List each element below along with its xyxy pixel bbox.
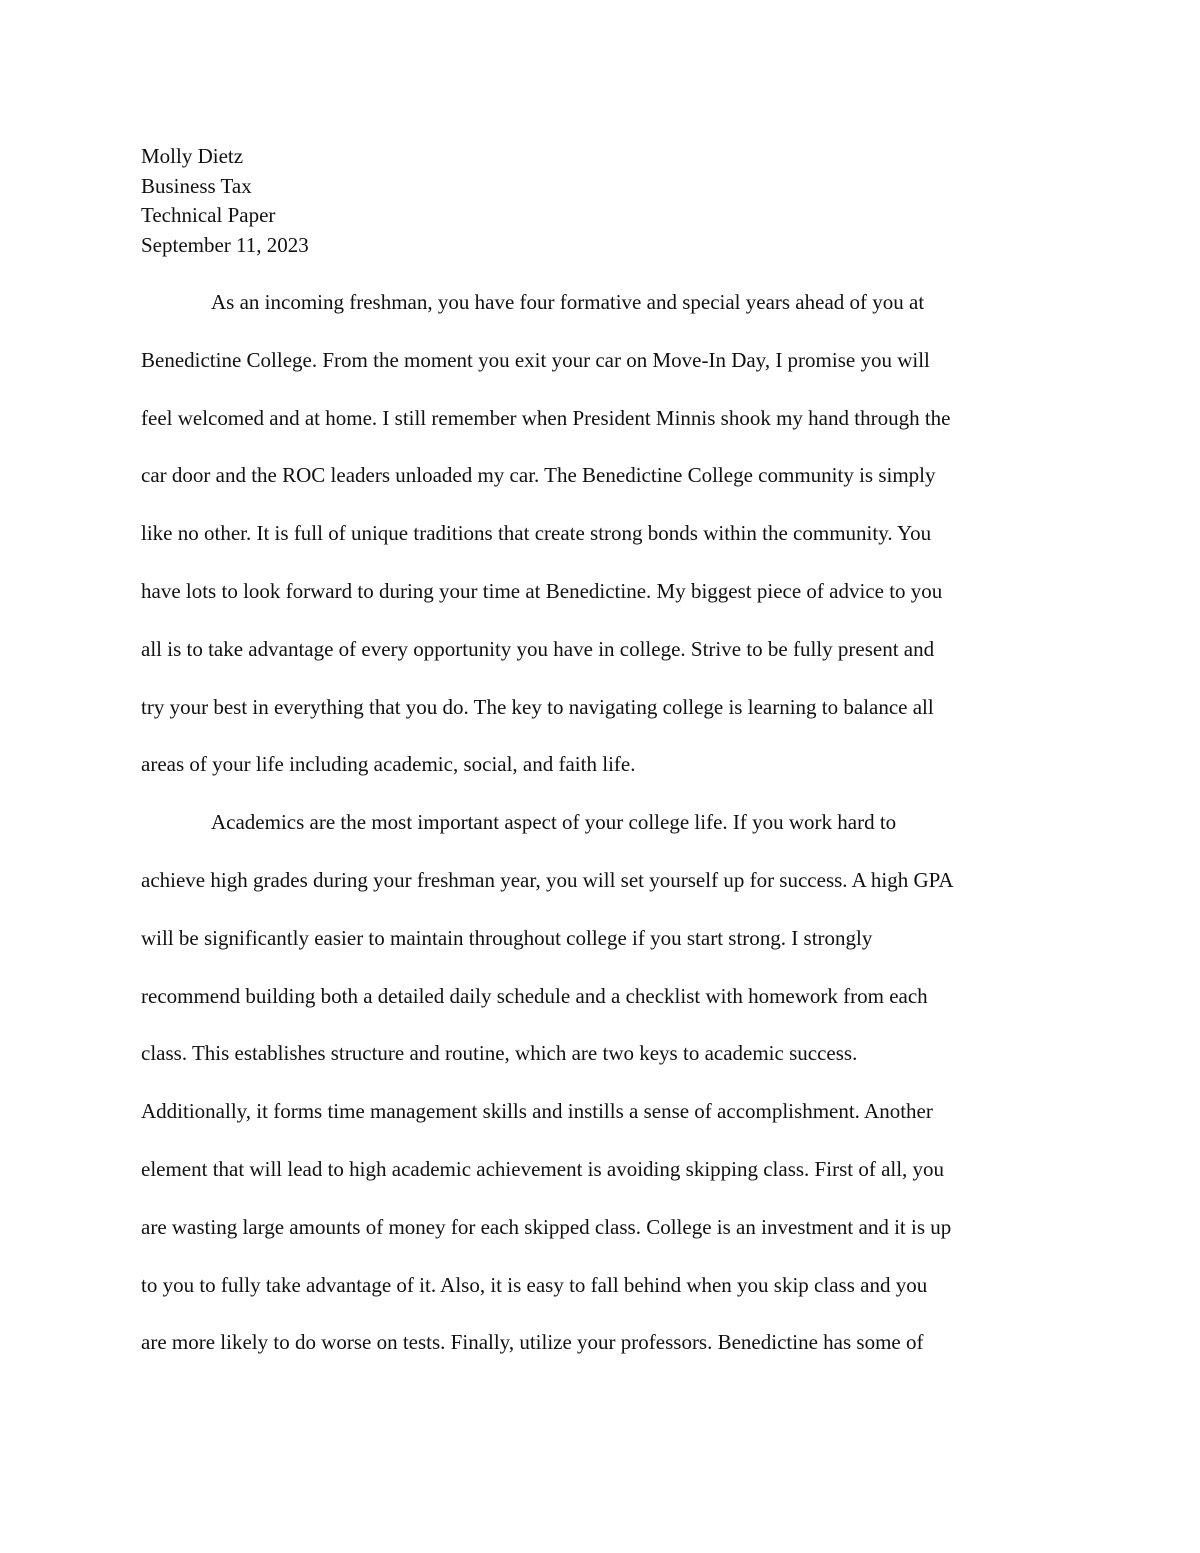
text-line: As an incoming freshman, you have four formative and special years ahead of you at	[211, 290, 925, 314]
text-line: like no other. It is full of unique traditions that create strong bonds within the community. You	[141, 521, 932, 546]
course-name: Business Tax	[141, 173, 252, 198]
text-line: Additionally, it forms time management skills and instills a sense of accomplishment. Another	[141, 1099, 933, 1124]
text-line: element that will lead to high academic achievement is avoiding skipping class. First of all, you	[141, 1156, 945, 1181]
text-line: achieve high grades during your freshman year, you will set yourself up for success. A high GPA	[141, 867, 954, 892]
text-line: are wasting large amounts of money for each skipped class. College is an investment and it is up	[141, 1214, 952, 1239]
text-line: are more likely to do worse on tests. Finally, utilize your professors. Benedictine has some of	[141, 1330, 924, 1355]
text-line: have lots to look forward to during your time at Benedictine. My biggest piece of advice to you	[141, 578, 943, 603]
author-name: Molly Dietz	[141, 144, 244, 168]
text-line: Academics are the most important aspect of your college life. If you work hard to	[211, 810, 897, 835]
text-line: try your best in everything that you do. The key to navigating college is learning to balance all	[141, 694, 934, 719]
text-line: feel welcomed and at home. I still remember when President Minnis shook my hand through the	[141, 405, 951, 430]
assignment-title: Technical Paper	[141, 203, 276, 227]
text-line: all is to take advantage of every opportunity you have in college. Strive to be fully present and	[141, 636, 935, 661]
text-line: recommend building both a detailed daily schedule and a checklist with homework from each	[141, 983, 928, 1008]
text-line: class. This establishes structure and routine, which are two keys to academic success.	[141, 1041, 858, 1066]
text-line: Benedictine College. From the moment you exit your car on Move-In Day, I promise you will	[141, 347, 930, 372]
document-content	[141, 142, 1066, 1372]
text-line: will be significantly easier to maintain throughout college if you start strong. I strongly	[141, 925, 873, 950]
text-line: to you to fully take advantage of it. Also, it is easy to fall behind when you skip class and you	[141, 1272, 928, 1297]
document-header	[141, 142, 1066, 260]
paragraph-1	[141, 274, 1066, 794]
document-date: September 11, 2023	[141, 232, 309, 257]
text-line: car door and the ROC leaders unloaded my car. The Benedictine College community is simply	[141, 463, 936, 488]
paragraph-2	[141, 794, 1066, 1372]
text-line: areas of your life including academic, social, and faith life.	[141, 752, 636, 777]
